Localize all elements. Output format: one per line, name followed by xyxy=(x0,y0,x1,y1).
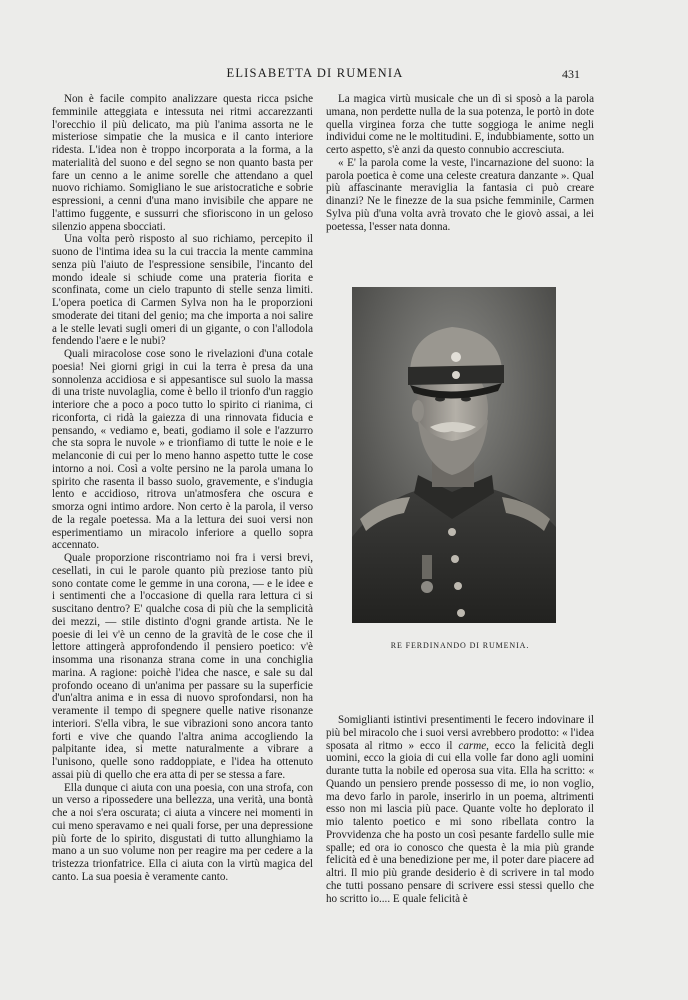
running-head xyxy=(0,66,688,82)
page-number: 431 xyxy=(562,67,580,81)
italic-word: carme, xyxy=(458,739,489,752)
figure-caption: RE FERDINANDO DI RUMENIA. xyxy=(390,641,530,650)
portrait-illustration xyxy=(352,287,556,623)
text-run: ecco la felicità degli uomini, ecco la gioia di cui ella volle far dono agli uomini durante tutta la nobile ed operosa sua vita. Ella ha scritto: « Quando un pensiero prende possesso di me, io non voglio, ma devo farlo in parole, inserirlo in un poema, altrimenti esso non mi lascia più pace. Quante volte ho deplorato il mio talento poetico e mi sono ribellata contro la Provvidenza che ha posto un così pesante fardello sulle mie spalle; ed ora io conosco che questa è la mia più grande felicità ed è una benedizione per me, il poter dare piacere ad altri. Il mio più grande desiderio è di scrivere in tal modo che tutti possano pensare di scrivere essi stessi quello che ho scritto io.... E quale felicità è xyxy=(326,739,594,905)
portrait-photo xyxy=(352,287,556,623)
running-title: ELISABETTA DI RUMENIA xyxy=(226,66,404,80)
paragraph xyxy=(326,714,594,905)
right-column-bottom xyxy=(326,714,594,905)
paragraph: Quali miracolose cose sono le rivelazioni d'una cotale poesia! Nei giorni grigi in cui la terra è presa da una sonnolenza accidiosa e si appesantisce sul suolo la massa di una triste nuvolaglia, come è bello il trionfo d'un raggio interiore che a poco a poco tutto lo spirito ci rianima, ci riconforta, ci ridà la gaiezza di una rinnovata fiducia e pensando, « vediamo e, beati, godiamo il sole e l'azzurro che sta sopra le nuvole » e trionfiamo di tutte le noie e le melanconie di cui per lo meno hanno aspetto tutte le cose intorno a noi. Così a volte persino ne la parola umana lo spirito che rasenta il basso suolo, gravemente, e s'indugia lento e accidioso, ritrova un'atmosfera che oscura e smorza ogni intimo ardore. Non certo è la parola, il verso de la regale poetessa. Ma a la lettura dei suoi versi non esperimentiamo un miracolo inferiore a quello sopra accennato. xyxy=(52,348,313,552)
text-run: Somiglianti istintivi presentimenti le fecero indovinare il più bel miracolo che i suoi versi avrebbero prodotto: « l'idea sposata al ritmo » ecco il xyxy=(326,714,594,752)
paragraph: Quale proporzione riscontriamo noi fra i versi brevi, cesellati, in cui le parole quanto più preziose tanto più sono contate come le gemme in una corona, — e le idee e i sentimenti che a l'occasione di quella rara lettura ci si suscitano dentro? E' qualche cosa di più che la semplicità dei mezzi, — stile distinto d'ogni grande artista. Ne le poesie di lei v'è un cenno de la gravità de le cose che il lettore attingerà approfondendo il pensiero poetico: v'è insomma una risonanza strana come in una conchiglia marina. A ragione: poichè l'idea che nasce, e sale su dal profondo oceano di un'anima per passare su la superficie d'un'altra anima e in essa di nuovo sprofondarsi, non ha veramente il tempo di spegnere quelle native risonanze interiori. S'ella vibra, le sue vibrazioni sono ancora tanto forti e vive che quando l'altra anima accogliendo la palpitante idea, si mette naturalmente a vibrare a l'unisono, quelle sono raddoppiate, e l'idea ha ottenuto assai più di quello che era atta di per se stessa a fare. xyxy=(52,552,313,781)
paragraph: « E' la parola come la veste, l'incarnazione del suono: la parola poetica è come una celeste creatura danzante ». Qual più affascinante meraviglia la fantasia ci può creare dinanzi? Ne le finezze de la sua psiche femminile, Carmen Sylva più d'una volta avrà trovato che le giovò assai, a lei poetessa, l'esser nata donna. xyxy=(326,156,594,233)
paragraph: Una volta però risposto al suo richiamo, percepito il suono de l'intima idea su la cui traccia la mente cammina senza più l'aiuto de l'espressione sensibile, l'incanto del mondo ideale si schiude come una prateria fiorita e sconfinata, come un cielo trapunto di stelle senza limiti. L'opera poetica di Carmen Sylva non ha le proporzioni smoderate dei titani del genio; ma che importa a noi salire a le stelle levati sugli omeri di un gigante, o con l'allodola fendendo l'aere e le nubi? xyxy=(52,233,313,348)
paragraph: Ella dunque ci aiuta con una poesia, con una strofa, con un verso a ripossedere una bellezza, una verità, una bontà che a noi s'era oscurata; ci aiuta a vincere nei momenti in cui meno speravamo e nei quali forse, per una depressione più forte de lo spirito, disgustati di tutto allunghiamo la mano a un suo volume non per reagire ma per cedere a la tristezza trionfatrice. Ella ci aiuta con la virtù magica del canto. La sua poesia è veramente canto. xyxy=(52,781,313,883)
left-column xyxy=(52,93,313,884)
right-column-top xyxy=(326,93,594,233)
paragraph: La magica virtù musicale che un dì si sposò a la parola umana, non perdette nulla de la sua potenza, le portò in dote quella virginea forza che tutte soggioga le anime negli individui come ne le moltitudini. E, indubbiamente, sotto un certo aspetto, s'è anzi da questo connubio accresciuta. xyxy=(326,93,594,156)
paragraph: Non è facile compito analizzare questa ricca psiche femminile atteggiata e intessuta nei ritmi accarezzanti l'orecchio il più delicato, ma più l'anima assorta ne le misteriose simpatie che la musica e il canto interiore ridesta. L'idea non è troppo incorporata a la forma, a la materialità del suono e del segno se non quanto basta per fare un cenno a le anime sorelle che attendano a quel nuovo richiamo. Somigliano le sue aristocratiche e sobrie espressioni, a cenni d'una mano invisibile che appare ne l'attimo fuggente, e sussurri che sfioriscono in un geloso silenzio appena sbocciati. xyxy=(52,93,313,233)
